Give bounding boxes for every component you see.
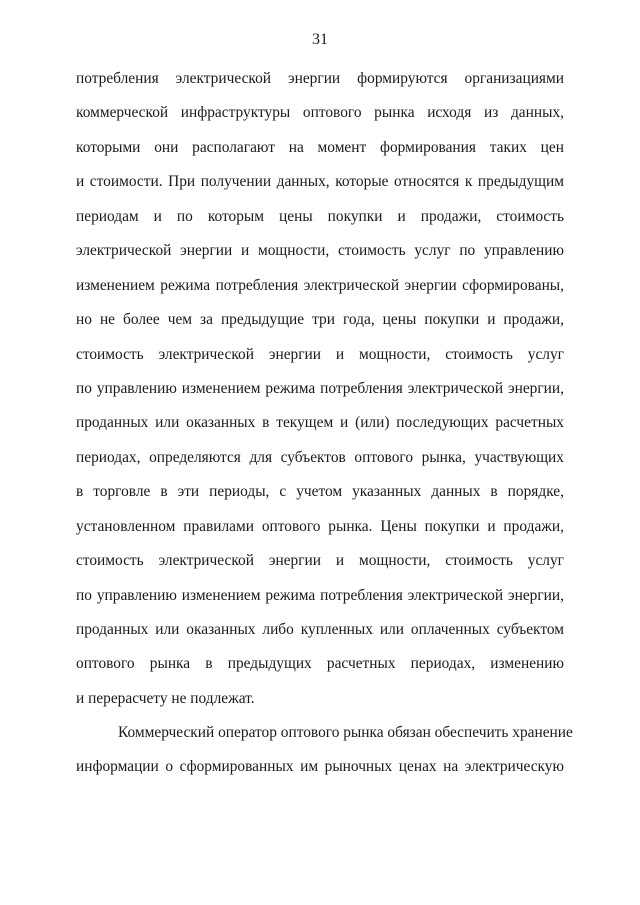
- text-line: стоимость электрической энергии и мощности, стоимость услуг: [76, 345, 564, 363]
- text-line: по управлению изменением режима потребления электрической энергии,: [76, 379, 564, 397]
- paragraph-2: [76, 723, 573, 792]
- text-line: и стоимости. При получении данных, которые относятся к предыдущим: [76, 173, 564, 191]
- text-line: оптового рынка в предыдущих расчетных периодах, изменению: [76, 655, 564, 673]
- text-line: но не более чем за предыдущие три года, цены покупки и продажи,: [76, 311, 564, 329]
- text-line: изменением режима потребления электрической энергии сформированы,: [76, 276, 564, 294]
- text-line: и перерасчету не подлежат.: [76, 689, 255, 707]
- text-line: периодах, определяются для субъектов оптового рынка, участвующих: [76, 448, 564, 466]
- text-line: которыми они располагают на момент формирования таких цен: [76, 138, 564, 156]
- text-line: установленном правилами оптового рынка. Цены покупки и продажи,: [76, 517, 564, 535]
- text-line: проданных или оказанных либо купленных или оплаченных субъектом: [76, 621, 564, 638]
- text-line: электрической энергии и мощности, стоимость услуг по управлению: [76, 242, 564, 260]
- text-line: информации о сформированных им рыночных ценах на электрическую: [76, 758, 564, 776]
- text-line: проданных или оказанных в текущем и (или) последующих расчетных: [76, 414, 564, 432]
- page-number: 31: [312, 31, 328, 48]
- text-line: потребления электрической энергии формируются организациями: [76, 70, 564, 87]
- text-line: в торговле в эти периоды, с учетом указанных данных в порядке,: [76, 483, 564, 501]
- text-line: стоимость электрической энергии и мощности, стоимость услуг: [76, 552, 564, 570]
- paragraph-1: [76, 69, 564, 723]
- text-line: коммерческой инфраструктуры оптового рынка исходя из данных,: [76, 104, 564, 122]
- text-line: периодам и по которым цены покупки и продажи, стоимость: [76, 207, 564, 225]
- text-line: Коммерческий оператор оптового рынка обязан обеспечить хранение: [118, 724, 573, 741]
- text-line: по управлению изменением режима потребления электрической энергии,: [76, 586, 564, 604]
